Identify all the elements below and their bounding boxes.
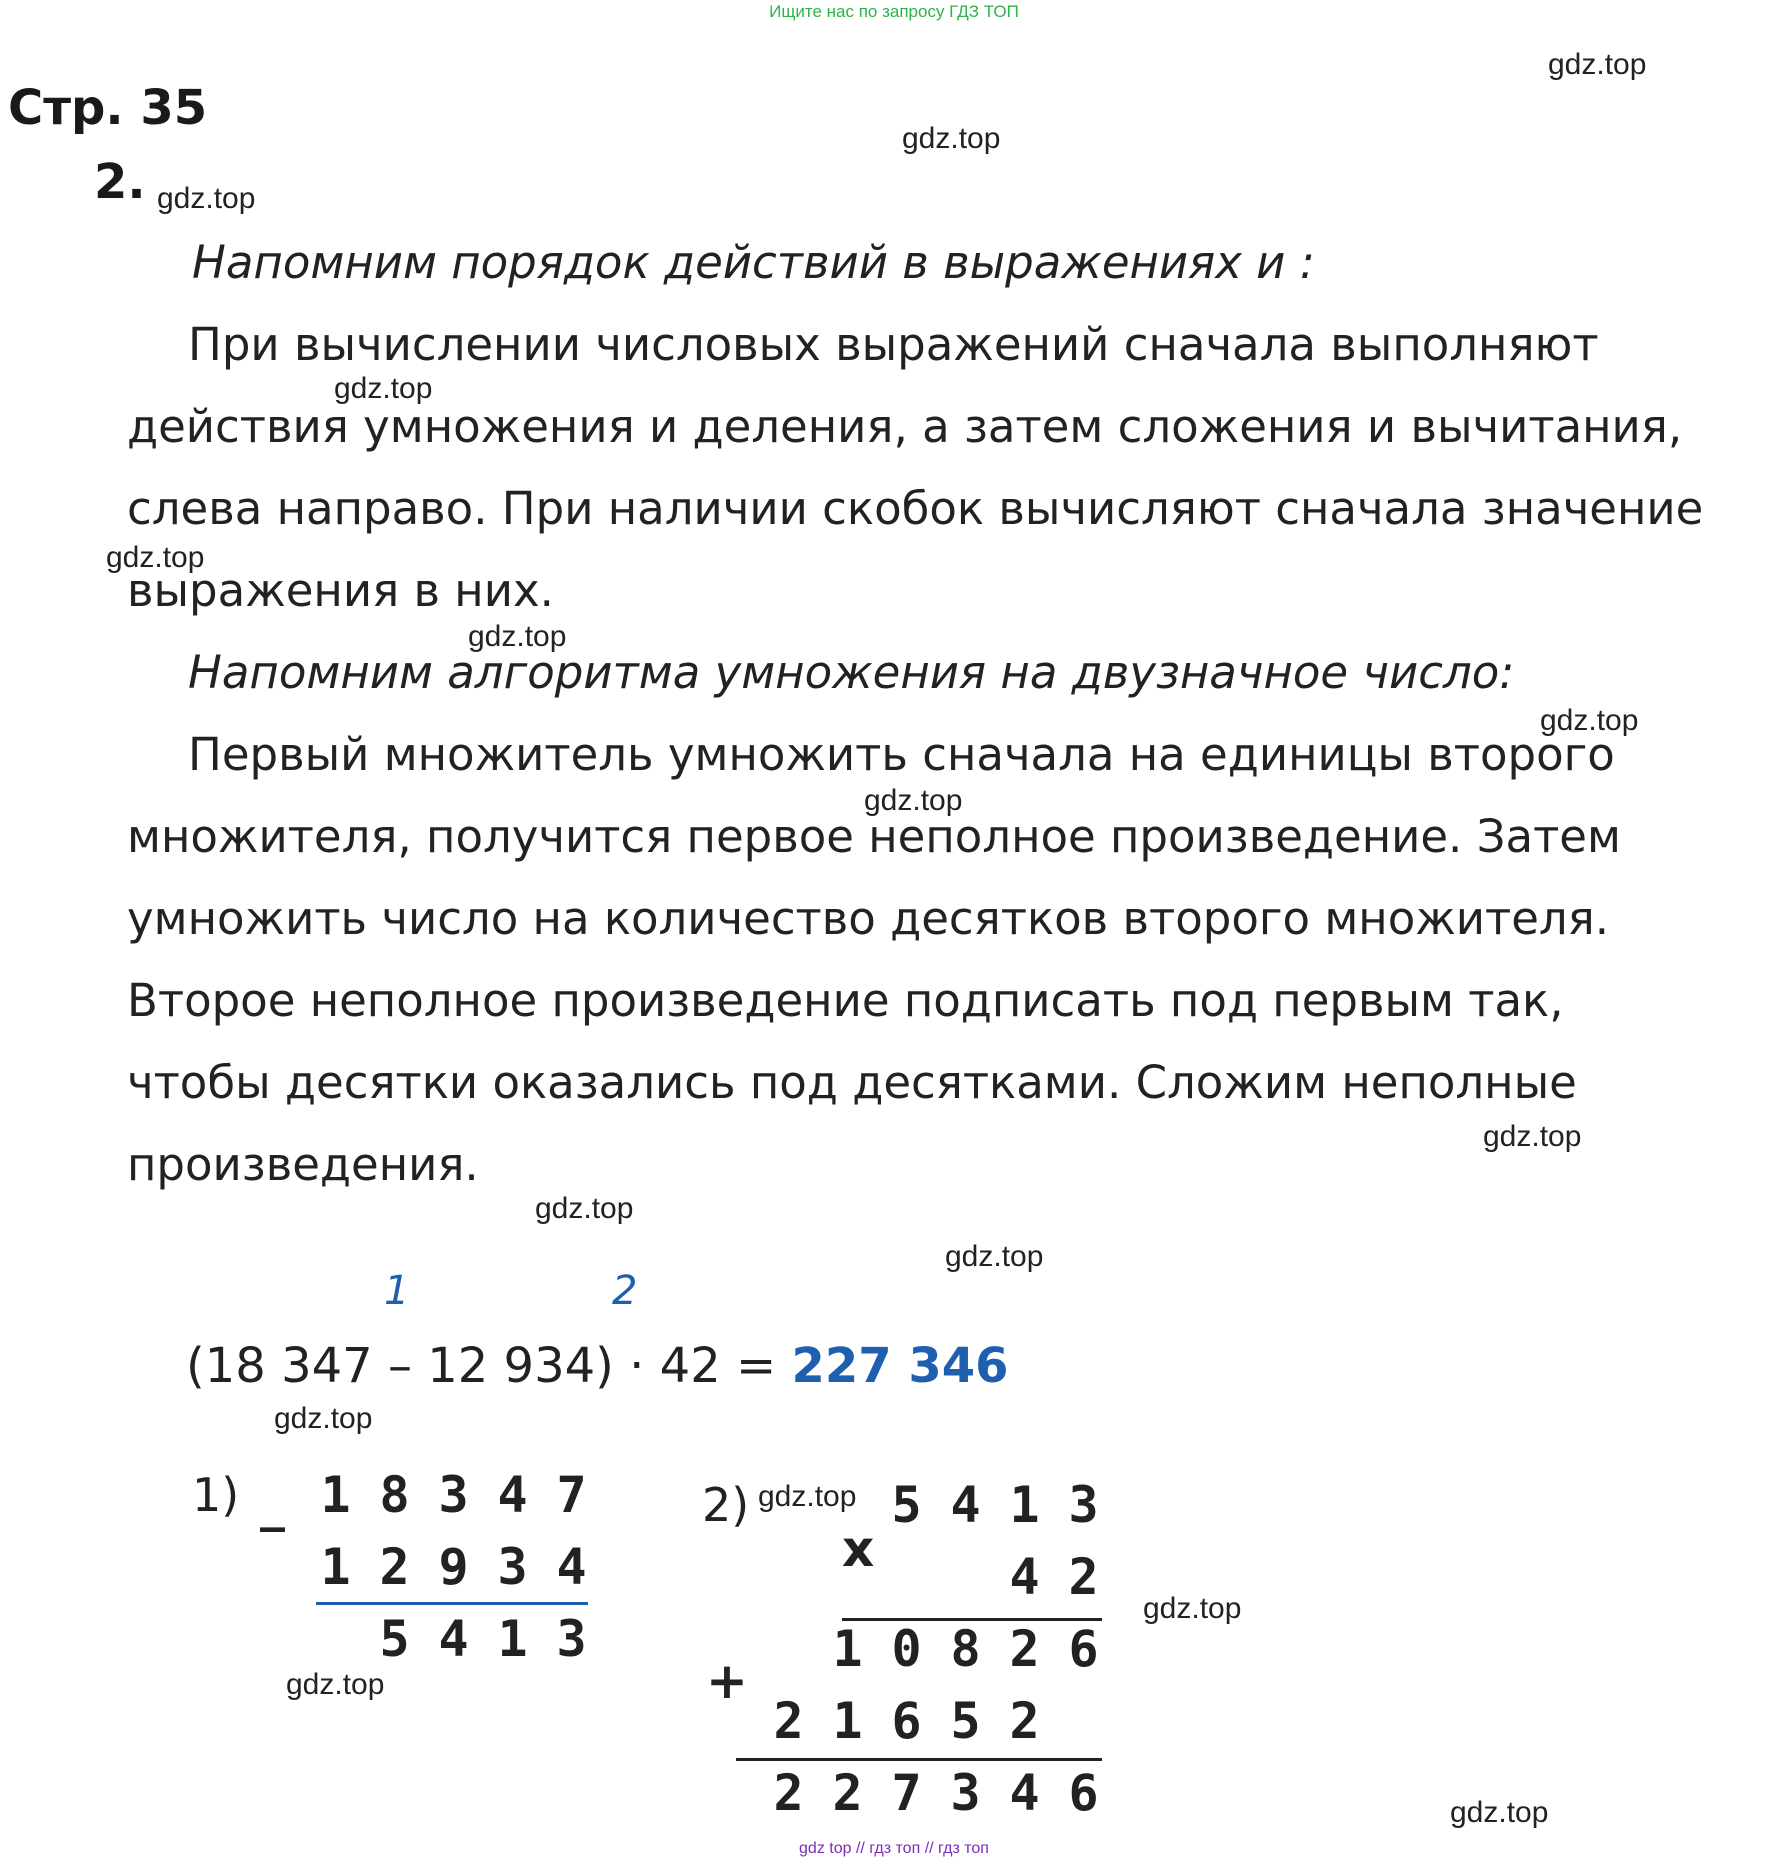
digit: 3 [950,1764,981,1822]
digit: 2 [1009,1692,1040,1750]
calc1-row-minuend [306,1466,601,1524]
digit: 4 [1009,1764,1040,1822]
digit: 2 [1009,1620,1040,1678]
digit: 6 [891,1692,922,1750]
digit: 2 [379,1538,410,1596]
watermark: gdz.top [535,1192,634,1225]
watermark: gdz.top [468,620,567,653]
digit: 2 [773,1764,804,1822]
digit: 4 [556,1538,587,1596]
calc1-label: 1) [192,1468,240,1522]
paragraph-line: Первый множитель умножить сначала на единицы второго [188,728,1615,781]
digit: 1 [1009,1476,1040,1534]
digit: 4 [438,1610,469,1668]
expression [186,1338,1009,1394]
watermark: gdz.top [274,1402,373,1435]
digit: 5 [891,1476,922,1534]
watermark: gdz.top [1143,1592,1242,1625]
paragraph-line: слева направо. При наличии скобок вычисляют сначала значение [127,482,1704,535]
watermark: gdz.top [286,1668,385,1701]
watermark: gdz.top [945,1240,1044,1273]
digit: 3 [497,1538,528,1596]
digit: 5 [379,1610,410,1668]
digit: 2 [1068,1548,1099,1606]
digit: 6 [1068,1764,1099,1822]
plus-sign: + [706,1652,748,1710]
calc2-row-partial1 [818,1620,1113,1678]
minus-sign: _ [260,1474,285,1532]
digit: 6 [1068,1620,1099,1678]
calc2-row-multiplicand [877,1476,1113,1534]
watermark: gdz.top [334,372,433,405]
paragraph-line: действия умножения и деления, а затем сложения и вычитания, [127,400,1683,453]
digit: 4 [950,1476,981,1534]
watermark: gdz.top [1548,48,1647,81]
watermark: gdz.top [1540,704,1639,737]
watermark: gdz.top [902,122,1001,155]
digit: 2 [832,1764,863,1822]
digit: 1 [320,1538,351,1596]
step-order-label: 1 [384,1268,410,1314]
digit: 1 [497,1610,528,1668]
expression-answer: 227 346 [791,1338,1009,1394]
paragraph-line: При вычислении числовых выражений сначала выполняют [188,318,1599,371]
digit: 0 [891,1620,922,1678]
digit: 3 [438,1466,469,1524]
digit: 1 [320,1466,351,1524]
calc2-row-total [759,1764,1113,1822]
digit: 8 [950,1620,981,1678]
watermark: gdz.top [1483,1120,1582,1153]
digit: 7 [891,1764,922,1822]
watermark: gdz.top [106,541,205,574]
digit: 5 [950,1692,981,1750]
calc1-row-result [365,1610,601,1668]
digit: 1 [832,1692,863,1750]
task-number: 2. [94,154,146,210]
calc2-sum-line [736,1758,1102,1761]
footer-links[interactable]: gdz top // гдз топ // гдз топ [799,1840,989,1857]
calc2-row-multiplier [995,1548,1113,1606]
paragraph-line: Второе неполное произведение подписать под первым так, [127,974,1564,1027]
paragraph-line: множителя, получится первое неполное произведение. Затем [127,810,1621,863]
digit: 8 [379,1466,410,1524]
heading-algorithm: Напомним алгоритма умножения на двузначное число: [188,646,1515,699]
digit: 2 [773,1692,804,1750]
calc1-row-subtrahend [306,1538,601,1596]
expression-text: (18 347 – 12 934) · 42 = [186,1338,792,1394]
digit: 4 [497,1466,528,1524]
digit: 3 [1068,1476,1099,1534]
paragraph-line: произведения. [127,1138,479,1191]
page-title: Стр. 35 [8,80,208,136]
paragraph-line: выражения в них. [127,564,554,617]
watermark: gdz.top [758,1480,857,1513]
calc1-result-line [316,1602,588,1605]
digit: 3 [556,1610,587,1668]
digit: 1 [832,1620,863,1678]
step-order-label: 2 [612,1268,638,1314]
paragraph-line: умножить число на количество десятков второго множителя. [127,892,1610,945]
digit: 7 [556,1466,587,1524]
top-banner: Ищите нас по запросу ГДЗ ТОП [769,2,1019,21]
watermark: gdz.top [864,784,963,817]
digit: 9 [438,1538,469,1596]
watermark: gdz.top [1450,1796,1549,1829]
heading-order: Напомним порядок действий в выражениях и : [192,236,1315,289]
multiply-sign: x [842,1520,875,1578]
calc2-row-partial2 [759,1692,1054,1750]
paragraph-line: чтобы десятки оказались под десятками. Сложим неполные [127,1056,1577,1109]
watermark: gdz.top [157,182,256,215]
calc2-label: 2) [702,1478,750,1532]
digit: 4 [1009,1548,1040,1606]
